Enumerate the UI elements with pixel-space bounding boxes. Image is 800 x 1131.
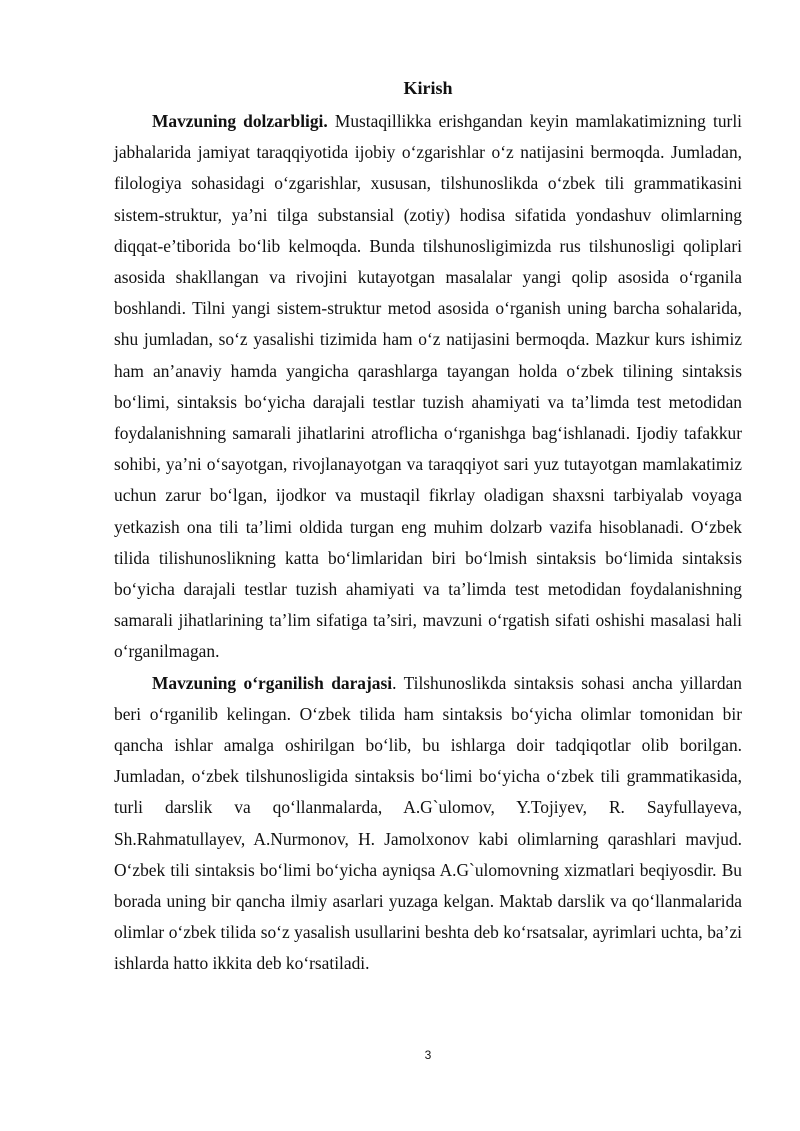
paragraph-study-degree <box>114 668 742 980</box>
paragraph-heading-study-degree: Mavzuning oʻrganilish darajasi <box>152 672 393 693</box>
paragraph-heading-relevance: Mavzuning dolzarbligi. <box>152 111 328 131</box>
page-number: 3 <box>424 1048 432 1062</box>
section-title: Kirish <box>403 78 453 98</box>
paragraph-relevance <box>114 106 742 668</box>
document-body <box>114 74 742 980</box>
paragraph-text-relevance: Mustaqillikka erishgandan keyin mamlakatimizning turli jabhalarida jamiyat taraqqiyotida ijobiy oʻzgarishlar oʻz natijasini bermoqda. Jumladan, filologiya sohasidagi oʻzgarishlar, xususan, tilshunoslikda oʻzbek tili grammatikasini sistem-struktur, ya’ni tilga substansial (zotiy) hodisa sifatida yondashuv olimlarning diqqat-e’tiborida boʻlib kelmoqda. Bunda tilshunosligimizda rus tilshunosligi qoliplari asosida shakllangan va rivojini kutayotgan masalalar yangi qolip asosida oʻrganila boshlandi. Tilni yangi sistem-struktur metod asosida oʻrganish uning barcha sohalarida, shu jumladan, soʻz yasalishi tizimida ham oʻz natijasini bermoqda. Mazkur kurs ishimiz ham an’anaviy hamda yangicha qarashlarga tayangan holda oʻzbek tilining sintaksis boʻlimi, sintaksis boʻyicha darajali testlar tuzish ahamiyati va ta’limda test metodidan foydalanishning samarali jihatlarini atroflicha oʻrganishga bagʻishlanadi. Ijodiy tafakkur sohibi, ya’ni oʻsayotgan, rivojlanayotgan va taraqqiyot sari yuz tutayotgan mamlakatimiz uchun zarur boʻlgan, ijodkor va mustaqil fikrlay oladigan shaxsni tarbiyalab voyaga yetkazish ona tili ta’limi oldida turgan eng muhim dolzarb vazifa hisoblanadi. Oʻzbek tilida tilishunoslikning katta boʻlimlaridan biri boʻlmish sintaksis boʻlimida sintaksis boʻyicha darajali testlar tuzish ahamiyati va ta’limda test metodidan foydalanishning samarali jihatlarining ta’lim sifatiga ta’siri, mavzuni oʻrgatish sifati oshishi masalasi hali oʻrganilmagan. <box>114 111 742 662</box>
paragraph-text-study-degree: . Tilshunoslikda sintaksis sohasi ancha yillardan beri oʻrganilib kelingan. Oʻzbek tilida ham sintaksis boʻyicha olimlar tomonidan bir qancha ishlar amalga oshirilgan boʻlib, bu ishlarga doir tadqiqotlar olib borilgan. Jumladan, oʻzbek tilshunosligida sintaksis boʻlimi boʻyicha oʻzbek tili grammatikasida, turli darslik va qoʻllanmalarda, A.G`ulomov, Y.Tojiyev, R. Sayfullayeva, Sh.Rahmatullayev, A.Nurmonov, H. Jamolxonov kabi olimlarning qarashlari mavjud. Oʻzbek tili sintaksis boʻlimi boʻyicha ayniqsa A.G`ulomovning xizmatlari beqiyosdir. Bu borada uning bir qancha ilmiy asarlari yuzaga kelgan. Maktab darslik va qoʻllanmalarida olimlar oʻzbek tilida soʻz yasalish usullarini beshta deb koʻrsatsalar, ayrimlari uchta, ba’zi ishlarda hatto ikkita deb koʻrsatiladi. <box>114 672 742 974</box>
